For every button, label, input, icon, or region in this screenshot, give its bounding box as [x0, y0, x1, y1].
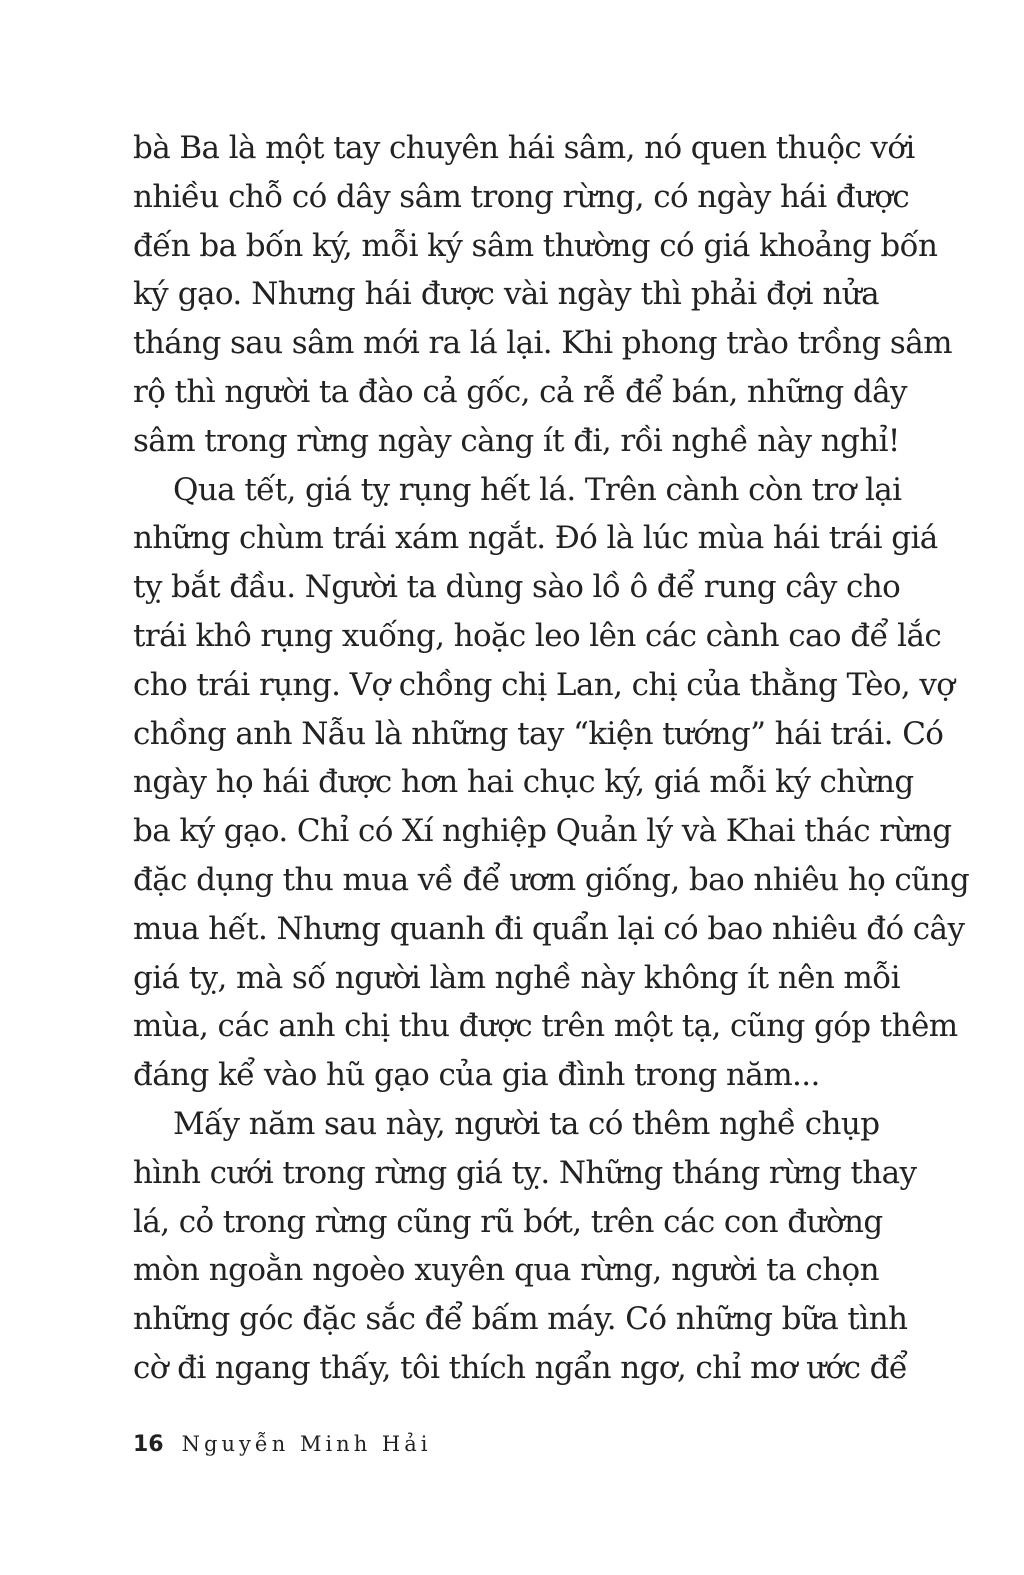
paragraph-2 — [133, 466, 970, 1100]
text-line: ngày họ hái được hơn hai chục ký, giá mỗi ký chừng — [133, 764, 914, 801]
text-line: Mấy năm sau này, người ta có thêm nghề chụp — [173, 1105, 880, 1142]
text-line: đặc dụng thu mua về để ươm giống, bao nhiêu họ cũng — [133, 861, 970, 898]
text-line: cờ đi ngang thấy, tôi thích ngẩn ngơ, chỉ mơ ước để — [133, 1349, 908, 1386]
text-line: mua hết. Nhưng quanh đi quẩn lại có bao nhiêu đó cây — [133, 910, 965, 947]
text-line: đáng kể vào hũ gạo của gia đình trong năm... — [133, 1057, 820, 1094]
text-line: mùa, các anh chị thu được trên một tạ, cũng góp thêm — [133, 1008, 958, 1045]
text-line: đến ba bốn ký, mỗi ký sâm thường có giá khoảng bốn — [133, 227, 938, 264]
text-line: tháng sau sâm mới ra lá lại. Khi phong trào trồng sâm — [133, 325, 952, 362]
text-line: những chùm trái xám ngắt. Đó là lúc mùa hái trái giá — [133, 520, 938, 557]
text-line: ký gạo. Nhưng hái được vài ngày thì phải đợi nửa — [133, 276, 879, 313]
running-author: Nguyễn Minh Hải — [181, 1432, 432, 1456]
paragraph-1 — [133, 124, 952, 466]
text-line: mòn ngoằn ngoèo xuyên qua rừng, người ta chọn — [133, 1252, 879, 1289]
text-line: chồng anh Nẫu là những tay “kiện tướng” hái trái. Có — [133, 715, 944, 752]
paragraph-3 — [133, 1100, 917, 1393]
text-line: tỵ bắt đầu. Người ta dùng sào lồ ô để rung cây cho — [133, 569, 901, 606]
text-line: bà Ba là một tay chuyên hái sâm, nó quen thuộc với — [133, 130, 915, 166]
page-number: 16 — [133, 1432, 164, 1457]
text-line: giá tỵ, mà số người làm nghề này không ít nên mỗi — [133, 959, 900, 996]
text-line: rộ thì người ta đào cả gốc, cả rễ để bán, những dây — [133, 373, 907, 410]
text-line: Qua tết, giá tỵ rụng hết lá. Trên cành còn trơ lại — [173, 471, 902, 508]
text-line: sâm trong rừng ngày càng ít đi, rồi nghề này nghỉ! — [133, 422, 900, 459]
text-line: ba ký gạo. Chỉ có Xí nghiệp Quản lý và Khai thác rừng — [133, 813, 952, 850]
text-line: lá, cỏ trong rừng cũng rũ bớt, trên các con đường — [133, 1203, 883, 1240]
page-footer — [133, 1432, 431, 1457]
text-line: cho trái rụng. Vợ chồng chị Lan, chị của thằng Tèo, vợ — [133, 666, 955, 703]
text-line: nhiều chỗ có dây sâm trong rừng, có ngày hái được — [133, 178, 910, 215]
text-line: những góc đặc sắc để bấm máy. Có những bữa tình — [133, 1301, 908, 1338]
text-line: trái khô rụng xuống, hoặc leo lên các cành cao để lắc — [133, 617, 942, 654]
page-body — [133, 124, 970, 1393]
text-line: hình cưới trong rừng giá tỵ. Những tháng rừng thay — [133, 1154, 917, 1191]
